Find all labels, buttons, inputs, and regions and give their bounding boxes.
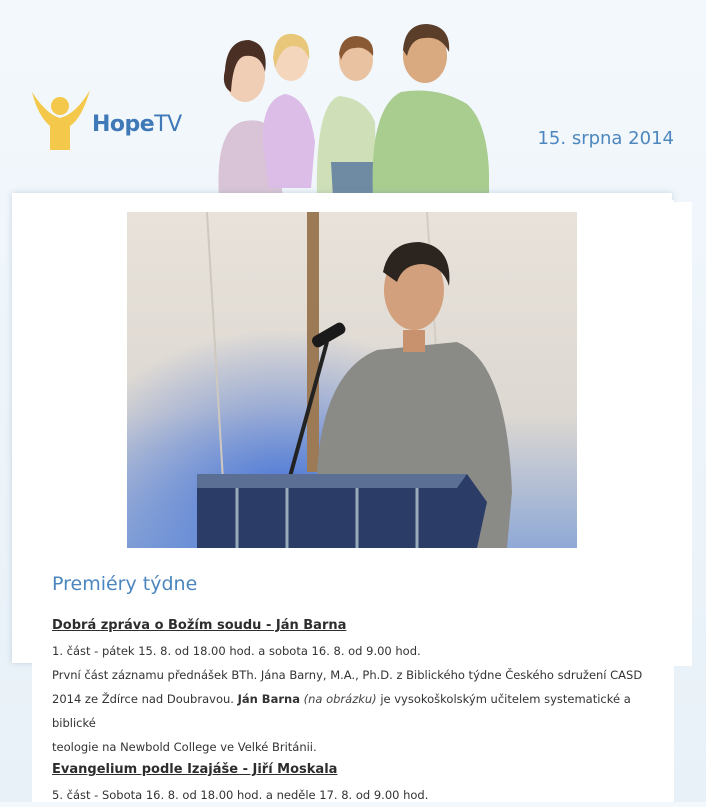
article-desc-line-3: teologie na Newbold College ve Velké Británii.	[52, 740, 317, 754]
article-schedule: 1. část - pátek 15. 8. od 18.00 hod. a sobota 16. 8. od 9.00 hod.	[52, 644, 421, 658]
hopetv-logo[interactable]	[30, 88, 190, 158]
logo-text	[92, 112, 182, 137]
issue-date: 15. srpna 2014	[537, 128, 674, 149]
article-1	[52, 618, 652, 759]
article-desc-line-1: První část záznamu přednášek BTh. Jána Barny, M.A., Ph.D. z Biblického týdne Českého sdružení CASD	[52, 668, 643, 682]
family-photo	[205, 12, 495, 198]
speaker-name: Ján Barna	[237, 692, 300, 706]
hopetv-logo-icon	[30, 88, 92, 154]
desc-text-d: je vysokoškolským učitelem systematické a biblické	[52, 692, 631, 730]
logo-hope: Hope	[92, 112, 155, 137]
article-desc-line-2	[52, 687, 652, 735]
article-title-link[interactable]: Evangelium podle Izajáše - Jiří Moskala	[52, 762, 338, 777]
article-title-link[interactable]: Dobrá zpráva o Božím soudu - Ján Barna	[52, 618, 347, 633]
article-schedule: 5. část - Sobota 16. 8. od 18.00 hod. a neděle 17. 8. od 9.00 hod.	[52, 788, 429, 802]
photo-note: (na obrázku)	[303, 692, 377, 706]
desc-text-a: 2014 ze Ždírce nad Doubravou.	[52, 692, 238, 706]
speaker-photo[interactable]	[127, 212, 577, 548]
content-card-edge	[670, 202, 692, 666]
page-header	[0, 0, 706, 200]
section-title: Premiéry týdne	[52, 573, 198, 595]
article-2	[52, 762, 652, 807]
logo-tv: TV	[154, 112, 182, 137]
